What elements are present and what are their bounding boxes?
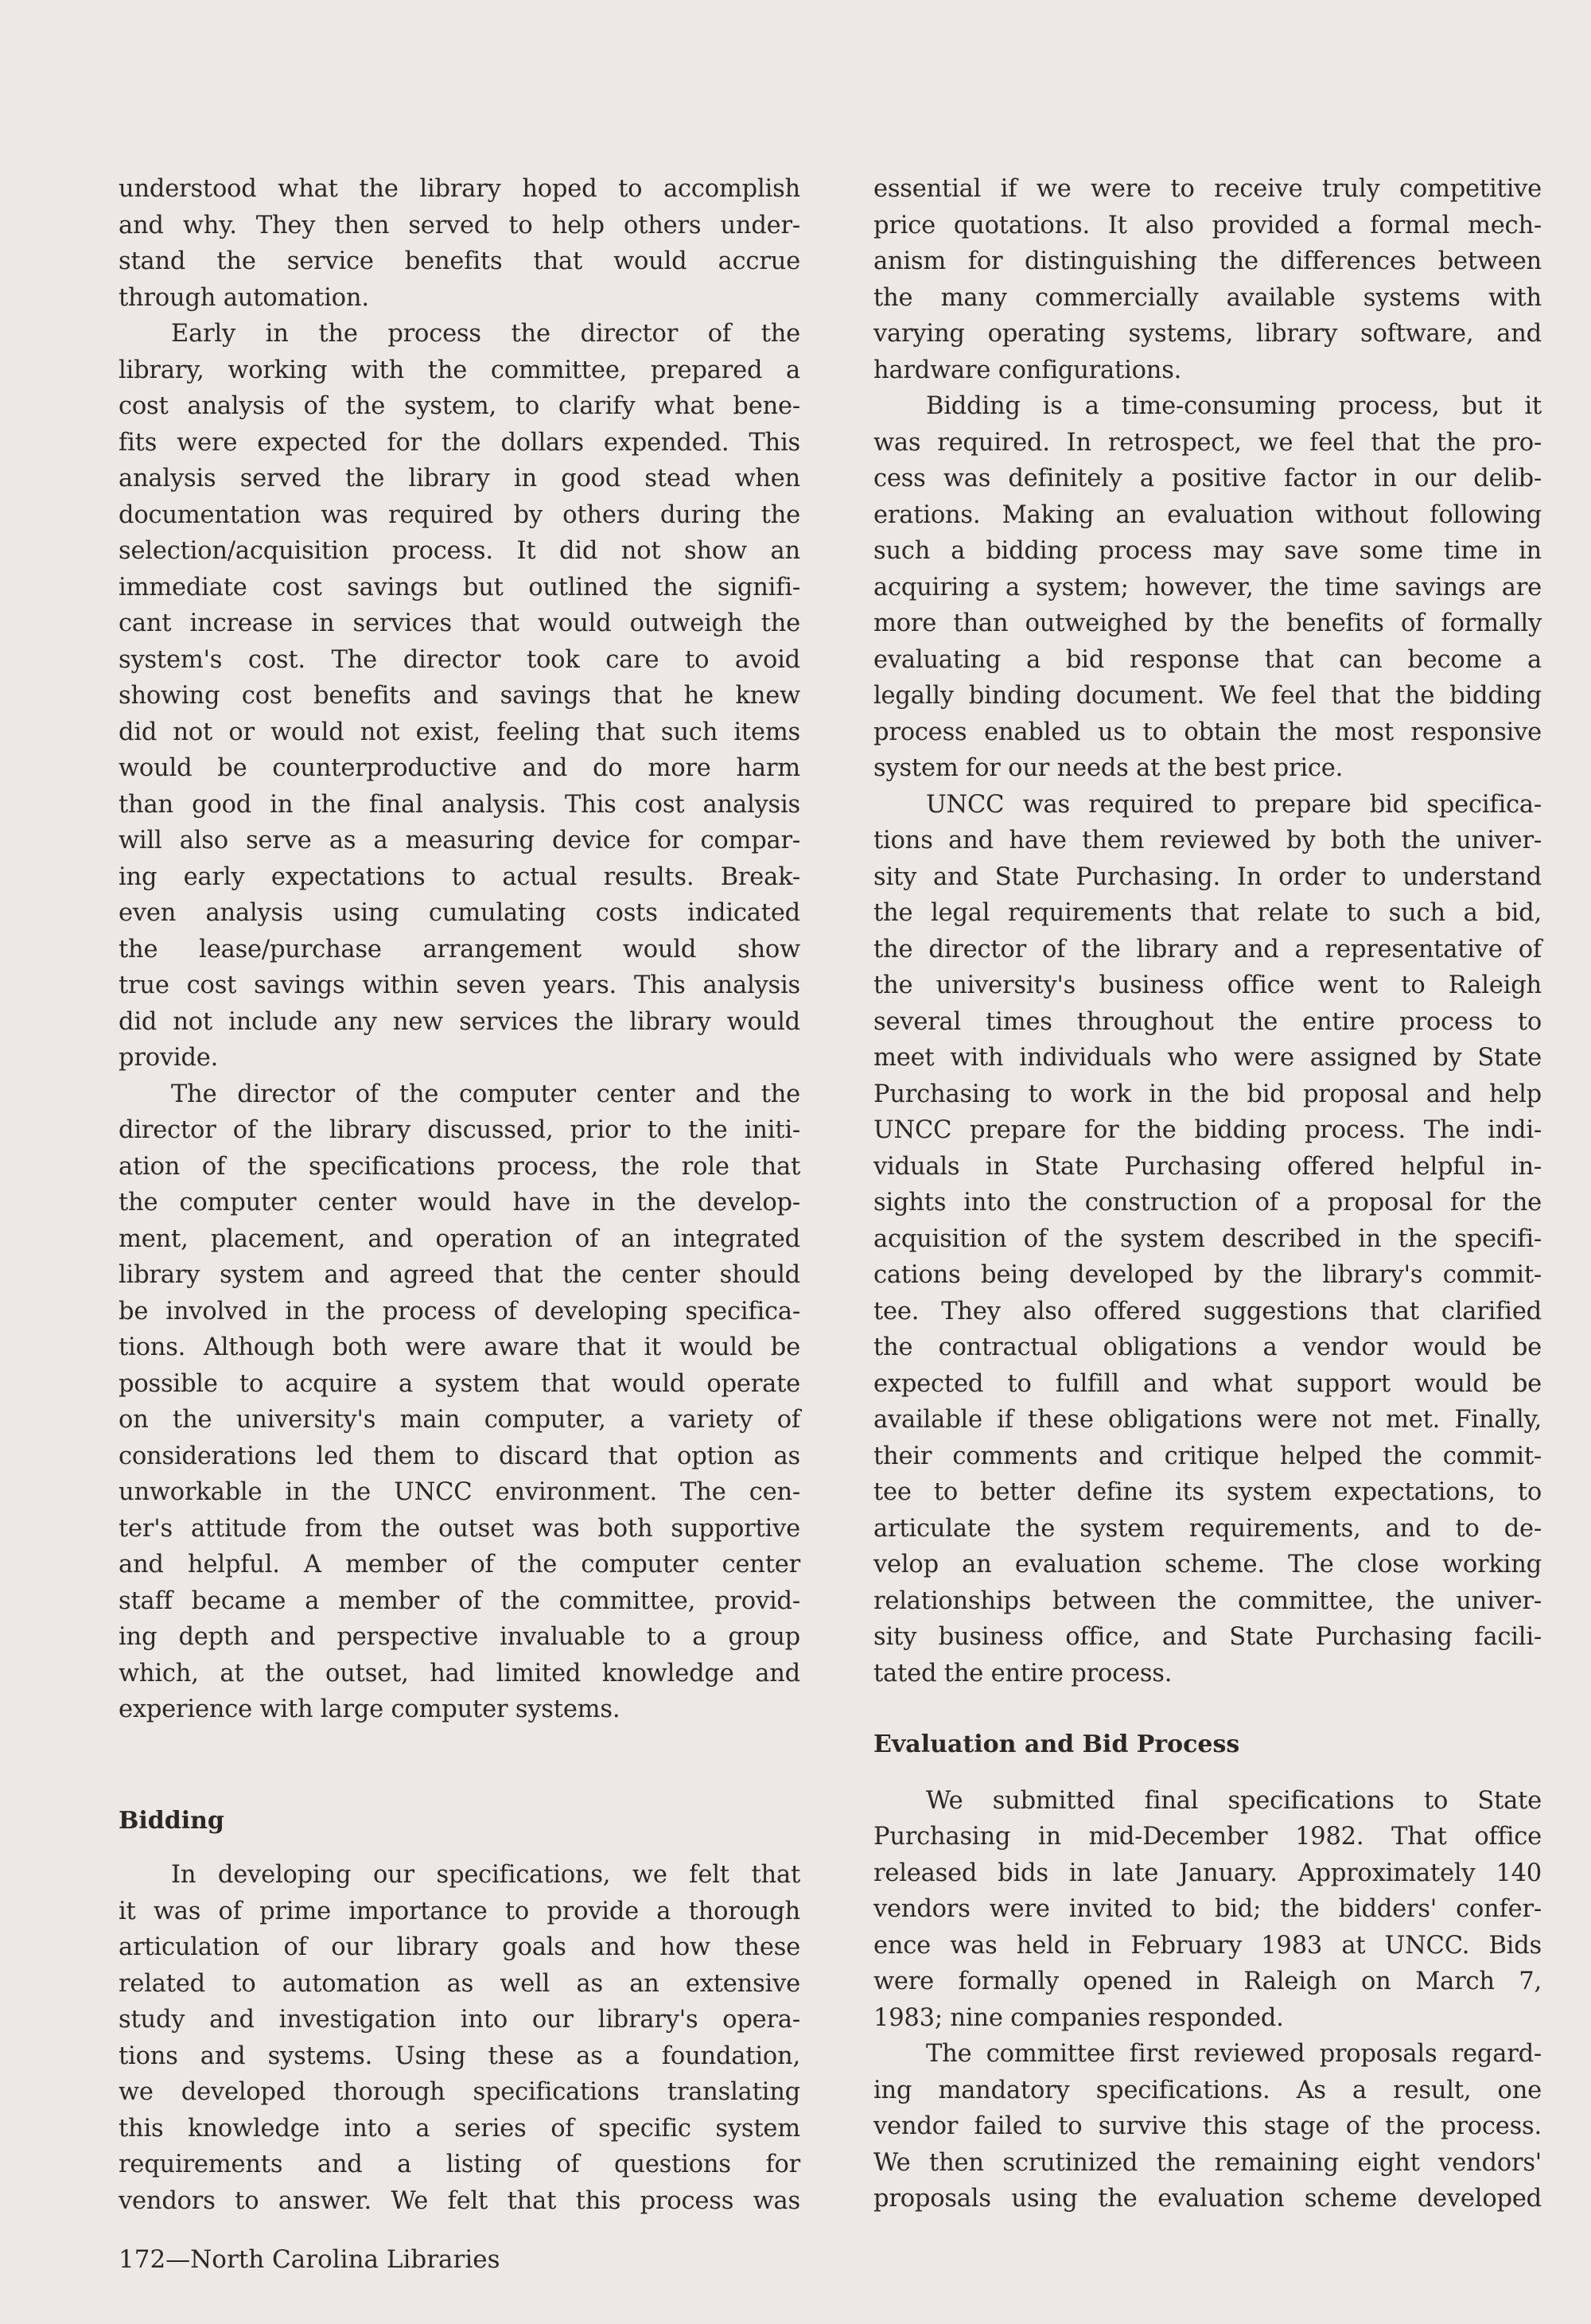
text-line: considerations led them to discard that option as (119, 1442, 800, 1470)
text-line: requirements and a listing of questions for (119, 2151, 800, 2178)
text-line: fits were expected for the dollars expended. This (119, 428, 800, 457)
text-line: acquisition of the system described in the specifi- (873, 1224, 1542, 1253)
paragraph (119, 316, 800, 1076)
text-line: possible to acquire a system that would operate (119, 1369, 800, 1398)
text-line: immediate cost savings but outlined the signifi- (119, 573, 800, 601)
text-line: staff became a member of the committee, provid- (119, 1586, 800, 1615)
text-line: showing cost benefits and savings that he knew (119, 682, 800, 710)
text-line: through automation. (119, 283, 369, 312)
text-line: the university's business office went to Raleigh (873, 971, 1542, 999)
text-line: this knowledge into a series of specific system (119, 2114, 800, 2143)
text-line: we developed thorough specifications translating (119, 2078, 800, 2106)
text-line: We submitted final specifications to State (926, 1786, 1542, 1815)
text-line: articulate the system requirements, and to de- (873, 1514, 1542, 1543)
text-line: viduals in State Purchasing offered helpful in- (873, 1152, 1542, 1181)
text-line: provide. (119, 1044, 219, 1072)
text-line: meet with individuals who were assigned by State (873, 1044, 1542, 1072)
section-heading: Bidding (119, 1806, 224, 1835)
text-line: cost analysis of the system, to clarify what bene- (119, 392, 800, 420)
text-line: anism for distinguishing the differences between (873, 247, 1542, 275)
text-line: available if these obligations were not met. Finally, (873, 1406, 1542, 1434)
text-line: and helpful. A member of the computer center (119, 1551, 800, 1579)
text-line: was required. In retrospect, we feel that the pro- (873, 428, 1542, 457)
paragraph (119, 171, 800, 316)
text-line: their comments and critique helped the commit- (873, 1442, 1542, 1470)
text-line: analysis served the library in good stead when (119, 465, 800, 492)
text-line: legally binding document. We feel that the bidding (873, 682, 1542, 710)
text-line: did not or would not exist, feeling that such items (119, 718, 800, 746)
text-line: which, at the outset, had limited knowledge and (119, 1659, 800, 1688)
paragraph (873, 1783, 1542, 2037)
text-line: acquiring a system; however, the time savings are (873, 573, 1542, 601)
text-line: ing mandatory specifications. As a result, one (873, 2076, 1542, 2104)
text-line: the computer center would have in the develop- (119, 1189, 800, 1216)
text-line: system for our needs at the best price. (873, 754, 1344, 782)
text-line: the many commercially available systems with (873, 283, 1542, 312)
left-column (119, 171, 800, 2219)
text-line: Purchasing in mid-December 1982. That office (873, 1823, 1542, 1851)
text-line: UNCC prepare for the bidding process. The indi- (873, 1116, 1542, 1144)
text-line: documentation was required by others during the (119, 500, 800, 529)
text-line: would be counterproductive and do more harm (119, 754, 800, 782)
text-line: ing early expectations to actual results. Break- (119, 862, 800, 891)
text-line: tions and have them reviewed by both the univer- (873, 827, 1542, 854)
text-line: even analysis using cumulating costs indicated (119, 899, 800, 927)
text-line: stand the service benefits that would accrue (119, 247, 800, 275)
text-line: selection/acquisition process. It did not show an (119, 537, 800, 565)
text-line: ment, placement, and operation of an integrated (119, 1224, 800, 1253)
text-line: UNCC was required to prepare bid specifica- (926, 790, 1542, 819)
text-line: Purchasing to work in the bid proposal and help (873, 1080, 1542, 1108)
text-line: vendors to answer. We felt that this process was (119, 2186, 800, 2215)
text-line: sights into the construction of a proposal for the (873, 1189, 1542, 1216)
text-line: process enabled us to obtain the most responsive (873, 718, 1542, 746)
text-line: related to automation as well as an extensive (119, 1969, 800, 1998)
text-line: the legal requirements that relate to such a bid, (873, 899, 1542, 927)
paragraph (873, 787, 1542, 1692)
text-line: ter's attitude from the outset was both supportive (119, 1514, 800, 1543)
text-line: varying operating systems, library software, and (873, 320, 1542, 348)
text-line: unworkable in the UNCC environment. The cen- (119, 1478, 800, 1506)
text-line: library system and agreed that the center should (119, 1261, 800, 1289)
text-line: ence was held in February 1983 at UNCC. Bids (873, 1931, 1542, 1960)
text-line: Early in the process the director of the (171, 320, 800, 348)
text-line: understood what the library hoped to accomplish (119, 175, 800, 203)
text-line: cations being developed by the library's commit- (873, 1261, 1542, 1289)
text-line: and why. They then served to help others under- (119, 211, 800, 239)
text-line: ing depth and perspective invaluable to a group (119, 1623, 800, 1651)
text-line: did not include any new services the library would (119, 1007, 800, 1036)
text-line: tions and systems. Using these as a foundation, (119, 2042, 800, 2070)
text-line: ation of the specifications process, the role that (119, 1152, 800, 1181)
paragraph (873, 171, 1542, 388)
text-line: cant increase in services that would outweigh the (119, 609, 800, 637)
text-line: system's cost. The director took care to avoid (119, 645, 800, 674)
text-line: such a bidding process may save some time in (873, 537, 1542, 565)
text-line: 1983; nine companies responded. (873, 2003, 1284, 2032)
text-line: true cost savings within seven years. This analysis (119, 971, 800, 999)
text-line: relationships between the committee, the univer- (873, 1586, 1542, 1615)
text-line: vendor failed to survive this stage of the process. (873, 2112, 1542, 2140)
text-line: it was of prime importance to provide a thorough (119, 1897, 800, 1925)
text-line: be involved in the process of developing specifica- (119, 1297, 800, 1325)
text-line: tated the entire process. (873, 1659, 1173, 1688)
text-line: vendors were invited to bid; the bidders' confer- (873, 1895, 1542, 1923)
text-line: proposals using the evaluation scheme developed (873, 2185, 1542, 2213)
right-column (873, 171, 1542, 2217)
text-line: tee to better define its system expectations, to (873, 1478, 1542, 1506)
page-footer: 172—North Carolina Libraries (119, 2245, 500, 2274)
text-line: sity business office, and State Purchasing facili- (873, 1623, 1542, 1651)
text-line: library, working with the committee, prepared a (119, 356, 800, 384)
text-line: were formally opened in Raleigh on March 7, (873, 1968, 1542, 1995)
text-line: essential if we were to receive truly competitive (873, 175, 1542, 203)
text-line: tee. They also offered suggestions that clarified (873, 1297, 1542, 1325)
text-line: more than outweighed by the benefits of formally (873, 609, 1542, 637)
text-line: director of the library discussed, prior to the initi- (119, 1116, 800, 1144)
text-line: velop an evaluation scheme. The close working (873, 1551, 1542, 1579)
paragraph (873, 388, 1542, 787)
text-line: released bids in late January. Approximately 140 (873, 1859, 1542, 1887)
paragraph (873, 2036, 1542, 2217)
text-line: The committee first reviewed proposals regard- (926, 2040, 1542, 2068)
text-line: will also serve as a measuring device for compar- (119, 827, 800, 854)
text-line: evaluating a bid response that can become a (873, 645, 1542, 674)
paragraph (119, 1857, 800, 2219)
text-line: the contractual obligations a vendor would be (873, 1333, 1542, 1361)
text-line: expected to fulfill and what support would be (873, 1369, 1542, 1398)
text-line: several times throughout the entire process to (873, 1007, 1542, 1036)
text-line: the director of the library and a representative of (873, 935, 1542, 963)
text-line: articulation of our library goals and how these (119, 1933, 800, 1961)
section-heading: Evaluation and Bid Process (873, 1730, 1240, 1758)
text-line: experience with large computer systems. (119, 1695, 620, 1723)
text-line: hardware configurations. (873, 356, 1182, 384)
text-line: erations. Making an evaluation without following (873, 500, 1542, 529)
text-line: the lease/purchase arrangement would show (119, 935, 800, 963)
text-line: We then scrutinized the remaining eight vendors' (873, 2148, 1542, 2177)
text-line: cess was definitely a positive factor in our delib- (873, 465, 1542, 492)
text-line: Bidding is a time-consuming process, but it (926, 392, 1542, 420)
text-line: than good in the final analysis. This cost analysis (119, 790, 800, 819)
text-line: price quotations. It also provided a formal mech- (873, 211, 1542, 239)
text-line: The director of the computer center and the (171, 1080, 800, 1108)
paragraph (119, 1076, 800, 1728)
text-line: In developing our specifications, we felt that (171, 1861, 800, 1889)
text-line: study and investigation into our library's opera- (119, 2006, 800, 2034)
text-line: on the university's main computer, a variety of (119, 1406, 800, 1434)
text-line: sity and State Purchasing. In order to understand (873, 862, 1542, 891)
text-line: tions. Although both were aware that it would be (119, 1333, 800, 1361)
